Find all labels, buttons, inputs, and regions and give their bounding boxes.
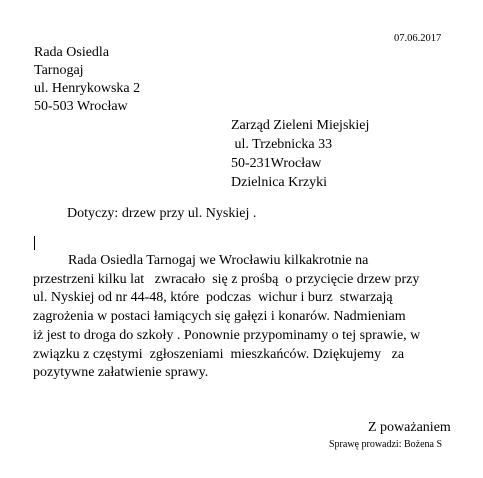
closing-salutation: Z poważaniem [368, 420, 451, 435]
recipient-address [231, 116, 369, 192]
letter-date: 07.06.2017 [394, 33, 442, 44]
text-cursor[interactable] [34, 236, 35, 250]
sender-address-line: 50-503 Wrocław [34, 99, 128, 114]
sender-address [34, 44, 140, 116]
sender-address-line: Rada Osiedla [34, 45, 110, 60]
body-line: Rada Osiedla Tarnogaj we Wrocławiu kilkakrotnie na [33, 253, 369, 268]
letter-body [33, 252, 463, 383]
recipient-address-line: ul. Trzebnicka 33 [231, 137, 333, 152]
body-line: iż jest to droga do szkoły . Ponownie przypominamy o tej sprawie, w [33, 327, 421, 343]
recipient-address-line: Zarząd Zieleni Miejskiej [231, 118, 370, 133]
body-line: związku z częstymi zgłoszeniami mieszkańców. Dziękujemy za [33, 346, 405, 362]
recipient-address-line: 50-231Wrocław [231, 156, 322, 171]
body-line: zagrożenia w postaci łamiących się gałęzi i konarów. Nadmieniam [33, 309, 406, 325]
handled-by-note: Sprawę prowadzi: Bożena S [329, 439, 443, 450]
subject-line: Dotyczy: drzew przy ul. Nyskiej . [67, 206, 257, 221]
sender-address-line: Tarnogaj [34, 63, 84, 78]
sender-address-line: ul. Henrykowska 2 [34, 81, 141, 96]
body-line: przestrzeni kilku lat zwracało się z prośbą o przycięcie drzew przy [33, 271, 420, 287]
body-line: ul. Nyskiej od nr 44-48, które podczas wichur i burz stwarzają [33, 290, 393, 306]
recipient-address-line: Dzielnica Krzyki [231, 175, 328, 190]
body-line: pozytywne załatwienie sprawy. [33, 365, 209, 381]
